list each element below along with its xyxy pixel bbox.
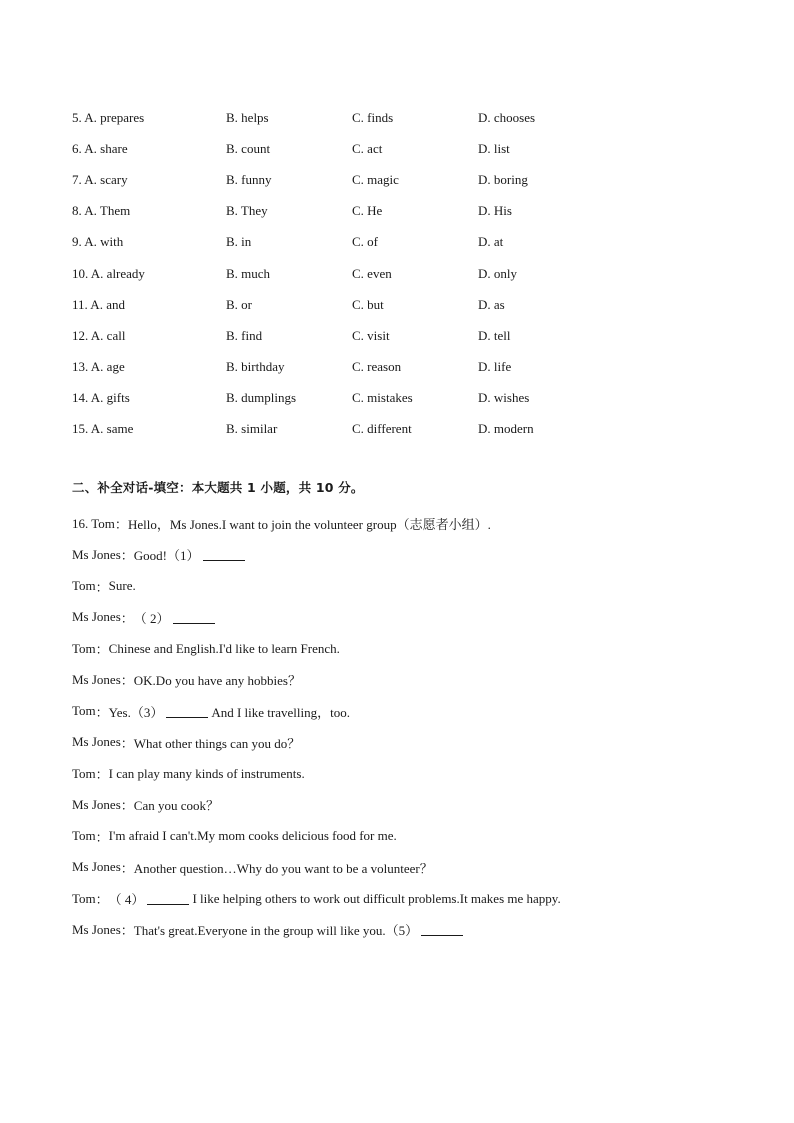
line-text: I'm afraid I can't.My mom cooks delicious food for me.: [108, 828, 397, 844]
speaker: Ms Jones: [72, 546, 121, 562]
dialogue-line: [72, 821, 722, 852]
dialogue-line: [72, 852, 722, 883]
option-11d: D. as: [478, 296, 505, 312]
option-row-5: [72, 102, 632, 133]
line-text: Yes.（3）: [108, 704, 164, 720]
dialogue: [72, 508, 722, 946]
option-14c: C. mistakes: [352, 390, 413, 406]
speaker: Ms Jones: [72, 734, 121, 750]
dialogue-line: [72, 727, 722, 758]
speaker: Ms Jones: [72, 796, 121, 812]
colon: ：: [95, 642, 109, 658]
dialogue-line: [72, 602, 722, 633]
line-text: What other things can you do？: [133, 735, 301, 751]
option-12c: C. visit: [352, 327, 390, 343]
option-8a: 8. A. Them: [72, 203, 131, 219]
speaker: Ms Jones: [72, 609, 121, 625]
option-row-6: [72, 133, 632, 164]
option-7d: D. boring: [478, 171, 528, 187]
colon: ：: [120, 860, 134, 876]
colon: ：: [95, 829, 109, 845]
option-7b: B. funny: [226, 171, 272, 187]
colon: ：: [120, 548, 134, 564]
colon: ：: [120, 673, 134, 689]
option-13a: 13. A. age: [72, 359, 125, 375]
answer-blank-4[interactable]: [147, 892, 189, 905]
answer-blank-1[interactable]: [203, 548, 245, 561]
option-7a: 7. A. scary: [72, 171, 128, 187]
colon: ：: [114, 517, 128, 533]
speaker: 16. Tom: [72, 515, 115, 531]
option-9b: B. in: [226, 234, 252, 250]
answer-blank-3[interactable]: [166, 705, 208, 718]
option-5a: 5. A. prepares: [72, 109, 145, 125]
option-row-8: [72, 196, 632, 227]
option-row-14: [72, 383, 632, 414]
option-11a: 11. A. and: [72, 296, 125, 312]
dialogue-line: [72, 696, 722, 727]
multiple-choice-options: [72, 102, 632, 445]
option-15c: C. different: [352, 421, 412, 437]
dialogue-line: [72, 508, 722, 539]
line-text: Can you cook？: [133, 798, 219, 814]
option-11b: B. or: [226, 296, 252, 312]
dialogue-line: [72, 633, 722, 664]
option-5b: B. helps: [226, 109, 269, 125]
line-text: Chinese and English.I'd like to learn French.: [108, 640, 340, 656]
option-14b: B. dumplings: [226, 390, 297, 406]
option-9a: 9. A. with: [72, 234, 124, 250]
speaker: Ms Jones: [72, 921, 121, 937]
line-text: That's great.Everyone in the group will like you.（5）: [133, 923, 419, 939]
speaker: Tom: [72, 703, 96, 719]
line-text: Sure.: [108, 578, 136, 594]
line-text: （ 2）: [133, 610, 170, 626]
speaker: Tom: [72, 640, 96, 656]
option-row-11: [72, 289, 632, 320]
option-row-13: [72, 352, 632, 383]
dialogue-line: [72, 571, 722, 602]
colon: ：: [95, 767, 109, 783]
colon: ：: [120, 798, 134, 814]
option-10a: 10. A. already: [72, 265, 145, 281]
option-14d: D. wishes: [478, 390, 530, 406]
option-row-15: [72, 414, 632, 445]
colon: ：: [120, 735, 134, 751]
dialogue-line: [72, 664, 722, 695]
option-6a: 6. A. share: [72, 140, 128, 156]
speaker: Tom: [72, 890, 96, 906]
option-row-10: [72, 258, 632, 289]
option-row-12: [72, 320, 632, 351]
colon: ：: [120, 923, 134, 939]
option-8d: D. His: [478, 203, 512, 219]
option-6c: C. act: [352, 140, 383, 156]
option-10c: C. even: [352, 265, 392, 281]
line-text: （ 4）: [108, 892, 145, 908]
option-7c: C. magic: [352, 171, 399, 187]
option-13c: C. reason: [352, 359, 402, 375]
colon: ：: [95, 892, 109, 908]
option-row-7: [72, 164, 632, 195]
option-9c: C. of: [352, 234, 378, 250]
colon: ：: [95, 579, 109, 595]
option-8c: C. He: [352, 203, 383, 219]
line-text: OK.Do you have any hobbies？: [133, 673, 301, 689]
answer-blank-2[interactable]: [173, 611, 215, 624]
option-12a: 12. A. call: [72, 327, 126, 343]
dialogue-line: [72, 539, 722, 570]
line-text-after: And I like travelling，too.: [211, 704, 350, 720]
option-9d: D. at: [478, 234, 504, 250]
line-text: Good!（1）: [133, 548, 200, 564]
option-15b: B. similar: [226, 421, 278, 437]
option-13b: B. birthday: [226, 359, 285, 375]
answer-blank-5[interactable]: [421, 923, 463, 936]
option-14a: 14. A. gifts: [72, 390, 130, 406]
option-5c: C. finds: [352, 109, 394, 125]
option-6d: D. list: [478, 140, 510, 156]
colon: ：: [95, 704, 109, 720]
dialogue-line: [72, 914, 722, 945]
speaker: Tom: [72, 578, 96, 594]
option-10d: D. only: [478, 265, 517, 281]
speaker: Ms Jones: [72, 859, 121, 875]
option-15a: 15. A. same: [72, 421, 134, 437]
speaker: Ms Jones: [72, 671, 121, 687]
option-10b: B. much: [226, 265, 271, 281]
option-11c: C. but: [352, 296, 384, 312]
option-12b: B. find: [226, 327, 263, 343]
line-text: Hello，Ms Jones.I want to join the volunteer group（志愿者小组）.: [127, 517, 491, 533]
section-heading: 二、补全对话-填空：本大题共 1 小题，共 10 分。: [72, 480, 364, 495]
colon: ：: [120, 610, 134, 626]
speaker: Tom: [72, 828, 96, 844]
dialogue-line: [72, 758, 722, 789]
option-15d: D. modern: [478, 421, 534, 437]
line-text: Another question…Why do you want to be a volunteer？: [133, 860, 433, 876]
option-row-9: [72, 227, 632, 258]
dialogue-line: [72, 883, 722, 914]
line-text-after: I like helping others to work out difficult problems.It makes me happy.: [192, 890, 561, 906]
option-8b: B. They: [226, 203, 268, 219]
option-13d: D. life: [478, 359, 512, 375]
dialogue-line: [72, 789, 722, 820]
option-5d: D. chooses: [478, 109, 536, 125]
speaker: Tom: [72, 765, 96, 781]
line-text: I can play many kinds of instruments.: [108, 765, 305, 781]
option-12d: D. tell: [478, 327, 511, 343]
option-6b: B. count: [226, 140, 271, 156]
